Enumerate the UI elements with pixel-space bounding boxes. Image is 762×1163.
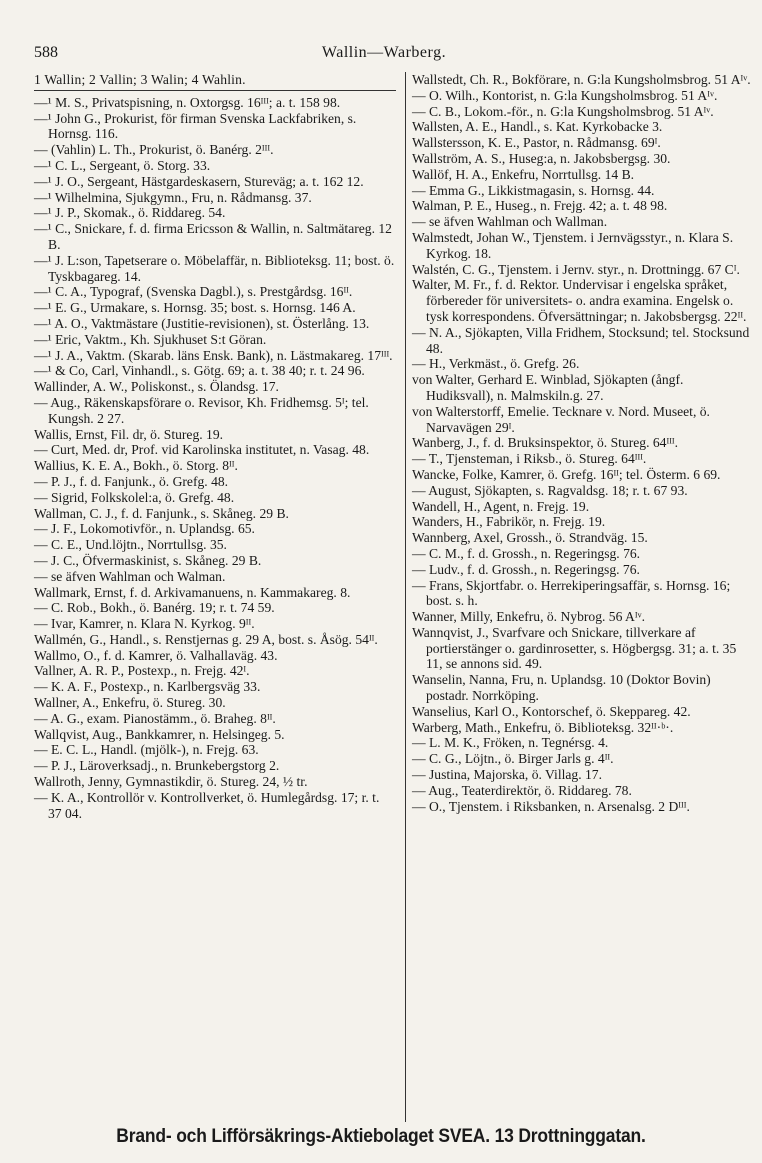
directory-entry: — P. J., f. d. Fanjunk., ö. Grefg. 48. (34, 473, 229, 489)
directory-entry: — A. G., exam. Pianostämm., ö. Braheg. 8ᴵᴵ. (34, 710, 276, 726)
directory-entry: — O., Tjenstem. i Riksbanken, n. Arsenalsg. 2 Dᴵᴵᴵ. (412, 798, 690, 814)
directory-entry: —¹ Eric, Vaktm., Kh. Sjukhuset S:t Göran. (34, 331, 267, 347)
directory-entry: Wallsten, A. E., Handl., s. Kat. Kyrkobacke 3. (412, 119, 663, 135)
page-title: Wallin—Warberg. (321, 44, 447, 61)
directory-entry: — P. J., Läroverksadj., n. Brunkebergstorg 2. (34, 758, 280, 774)
directory-entry: Wallroth, Jenny, Gymnastikdir, ö. Stureg. 24, ½ tr. (34, 774, 308, 790)
directory-entry: Vallner, A. R. P., Postexp., n. Frejg. 42ᴵ. (34, 663, 250, 679)
directory-entry: — K. A. F., Postexp., n. Karlbergsväg 33. (34, 679, 261, 695)
directory-entry: — J. C., Öfvermaskinist, s. Skåneg. 29 B. (34, 552, 262, 568)
right-column (412, 72, 752, 814)
directory-entry: — Frans, Skjortfabr. o. Herrekiperingsaffär, s. Hornsg. 16; bost. s. h. (412, 577, 731, 609)
directory-entry: von Walter, Gerhard E. Winblad, Sjökapten (ångf. Hudiksvall), n. Malmskiln.g. 27. (412, 372, 684, 403)
directory-entry: — J. F., Lokomotivför., n. Uplandsg. 65. (34, 521, 255, 537)
left-column (34, 72, 396, 821)
directory-entry: Wallmén, G., Handl., s. Renstjernas g. 29 A, bost. s. Åsög. 54ᴵᴵ. (34, 631, 378, 647)
directory-entry: —¹ C., Snickare, f. d. firma Ericsson & Wallin, n. Saltmätareg. 12 B. (34, 221, 392, 252)
directory-entry: Walstén, C. G., Tjenstem. i Jernv. styr., n. Drottningg. 67 Cᴵ. (412, 261, 740, 277)
directory-entry: Wallstersson, K. E., Pastor, n. Rådmansg. 69ᴵ. (412, 135, 661, 151)
directory-entry: Wallinder, A. W., Poliskonst., s. Ölandsg. 17. (34, 379, 279, 395)
directory-entry: Wallström, A. S., Huseg:a, n. Jakobsbergsg. 30. (412, 150, 671, 166)
directory-entry: —¹ J. O., Sergeant, Hästgardeskasern, Stureväg; a. t. 162 12. (34, 173, 364, 189)
directory-entry: Wallstedt, Ch. R., Bokförare, n. G:la Kungsholmsbrog. 51 Aᴵᵛ. (412, 72, 751, 87)
directory-entry: — Emma G., Likkistmagasin, s. Hornsg. 44. (412, 182, 655, 198)
page-number: 588 (34, 44, 58, 61)
directory-entry: Walter, M. Fr., f. d. Rektor. Undervisar i engelska språket, förbereder för universitets- o. andra examina. Engelsk o. tysk korrespondens. Öfversättningar; n. Jakobsbergsg. 22ᴵᴵ. (412, 277, 747, 324)
directory-entry: — C. G., Löjtn., ö. Birger Jarls g. 4ᴵᴵ. (412, 751, 614, 767)
directory-entry: — August, Sjökapten, s. Ragvaldsg. 18; r. t. 67 93. (412, 482, 688, 498)
directory-entry: — se äfven Wahlman och Wallman. (412, 214, 608, 230)
directory-entry: —¹ J. P., Skomak., ö. Riddareg. 54. (34, 205, 226, 221)
directory-entry: Wanner, Milly, Enkefru, ö. Nybrog. 56 Aᴵᵛ. (412, 609, 645, 625)
directory-entry: —¹ John G., Prokurist, för firman Svenska Lackfabriken, s. Hornsg. 116. (34, 110, 357, 142)
directory-entry: Wancke, Folke, Kamrer, ö. Grefg. 16ᴵᴵ; tel. Österm. 6 69. (412, 466, 721, 482)
directory-entry: Wanders, H., Fabrikör, n. Frejg. 19. (412, 514, 606, 530)
directory-entry: Wandell, H., Agent, n. Frejg. 19. (412, 498, 590, 514)
directory-entry: —¹ A. O., Vaktmästare (Justitie-revisionen), st. Österlång. 13. (34, 315, 370, 331)
directory-entry: Warberg, Math., Enkefru, ö. Biblioteksg. 32ᴵᴵ·ᵇ·. (412, 719, 674, 735)
directory-entry: — K. A., Kontrollör v. Kontrollverket, ö. Humlegårdsg. 17; r. t. 37 04. (34, 789, 380, 821)
page-header (34, 44, 734, 66)
directory-entry: — C. M., f. d. Grossh., n. Regeringsg. 76. (412, 545, 641, 561)
directory-entry: Wallis, Ernst, Fil. dr, ö. Stureg. 19. (34, 426, 224, 442)
directory-entry: — Aug., Räkenskapsförare o. Revisor, Kh. Fridhemsg. 5ᴵ; tel. Kungsh. 2 27. (34, 394, 369, 426)
column-divider (405, 72, 406, 1122)
directory-entry: —¹ J. A., Vaktm. (Skarab. läns Ensk. Bank), n. Lästmakareg. 17ᴵᴵᴵ. (34, 347, 393, 363)
directory-entry: —¹ J. L:son, Tapetserare o. Möbelaffär, n. Biblioteksg. 11; bost. ö. Tyskbagareg. 14. (34, 252, 395, 284)
directory-entry: Wannqvist, J., Svarfvare och Snickare, tillverkare af portierstänger o. gardinrosetter, s. Högbergsg. 31; a. t. 35 11, se annons sid. 49. (412, 624, 737, 672)
directory-entry: Wallman, C. J., f. d. Fanjunk., s. Skåneg. 29 B. (34, 505, 289, 521)
directory-entry: — Curt, Med. dr, Prof. vid Karolinska institutet, n. Vasag. 48. (34, 442, 370, 458)
directory-entry: — C. E., Und.löjtn., Norrtullsg. 35. (34, 537, 227, 553)
directory-entry: — Sigrid, Folkskolel:a, ö. Grefg. 48. (34, 489, 235, 505)
directory-entry: Wannberg, Axel, Grossh., ö. Strandväg. 15. (412, 530, 648, 546)
directory-entry: — Ivar, Kamrer, n. Klara N. Kyrkog. 9ᴵᴵ. (34, 616, 255, 632)
directory-entry: — (Vahlin) L. Th., Prokurist, ö. Banérg. 2ᴵᴵᴵ. (34, 142, 274, 158)
directory-entry: Wallner, A., Enkefru, ö. Stureg. 30. (34, 695, 226, 711)
directory-entry: Wanselin, Nanna, Fru, n. Uplandsg. 10 (Doktor Bovin) postadr. Norrköping. (412, 672, 711, 704)
directory-entry: — E. C. L., Handl. (mjölk-), n. Frejg. 63. (34, 742, 259, 758)
directory-entry: —¹ M. S., Privatspisning, n. Oxtorgsg. 16ᴵᴵᴵ; a. t. 158 98. (34, 94, 341, 110)
directory-entry: — N. A., Sjökapten, Villa Fridhem, Stocksund; tel. Stocksund 48. (412, 324, 750, 356)
directory-entry: Wallmark, Ernst, f. d. Arkivamanuens, n. Kammakareg. 8. (34, 584, 351, 600)
directory-entry: — se äfven Wahlman och Walman. (34, 568, 226, 584)
directory-entry: Wallmo, O., f. d. Kamrer, ö. Valhallaväg. 43. (34, 647, 278, 663)
directory-entry: —¹ C. A., Typograf, (Svenska Dagbl.), s. Prestgårdsg. 16ᴵᴵ. (34, 284, 353, 300)
directory-entry: von Walterstorff, Emelie. Tecknare v. Nord. Museet, ö. Narvavägen 29ᴵ. (412, 403, 710, 435)
directory-entry: —¹ & Co, Carl, Vinhandl., s. Götg. 69; a. t. 38 40; r. t. 24 96. (34, 363, 365, 379)
directory-entry: — Ludv., f. d. Grossh., n. Regeringsg. 76. (412, 561, 640, 577)
directory-entry: Wanselius, Karl O., Kontorschef, ö. Skeppareg. 42. (412, 703, 691, 719)
directory-entry: — O. Wilh., Kontorist, n. G:la Kungsholmsbrog. 51 Aᴵᵛ. (412, 87, 718, 103)
directory-entry: Wanberg, J., f. d. Bruksinspektor, ö. Stureg. 64ᴵᴵᴵ. (412, 435, 679, 451)
advertisement-banner: Brand- och Lifförsäkrings-Aktiebolaget SVEA. 13 Drottninggatan. (116, 1126, 646, 1147)
directory-entry: — C. B., Lokom.-för., n. G:la Kungsholmsbrog. 51 Aᴵᵛ. (412, 103, 714, 119)
directory-entry: — Aug., Teaterdirektör, ö. Riddareg. 78. (412, 782, 632, 798)
directory-entry: —¹ C. L., Sergeant, ö. Storg. 33. (34, 157, 211, 173)
directory-entry: Wallöf, H. A., Enkefru, Norrtullsg. 14 B. (412, 166, 635, 182)
directory-entry: — Justina, Majorska, ö. Villag. 17. (412, 767, 602, 783)
directory-entry: Walmstedt, Johan W., Tjenstem. i Jernvägsstyr., n. Klara S. Kyrkog. 18. (412, 229, 734, 261)
left-subheader: 1 Wallin; 2 Vallin; 3 Walin; 4 Wahlin. (34, 72, 396, 91)
directory-entry: Walman, P. E., Huseg., n. Frejg. 42; a. t. 48 98. (412, 198, 668, 214)
directory-entry: — L. M. K., Fröken, n. Tegnérsg. 4. (412, 735, 609, 751)
directory-entry: —¹ E. G., Urmakare, s. Hornsg. 35; bost. s. Hornsg. 146 A. (34, 300, 356, 316)
directory-entry: Wallius, K. E. A., Bokh., ö. Storg. 8ᴵᴵ. (34, 458, 238, 474)
directory-entry: — T., Tjensteman, i Riksb., ö. Stureg. 64ᴵᴵᴵ. (412, 451, 647, 467)
directory-entry: — H., Verkmäst., ö. Grefg. 26. (412, 356, 580, 372)
directory-entry: — C. Rob., Bokh., ö. Banérg. 19; r. t. 74 59. (34, 600, 275, 616)
directory-entry: Wallqvist, Aug., Bankkamrer, n. Helsingeg. 5. (34, 726, 285, 742)
directory-entry: —¹ Wilhelmina, Sjukgymn., Fru, n. Rådmansg. 37. (34, 189, 312, 205)
